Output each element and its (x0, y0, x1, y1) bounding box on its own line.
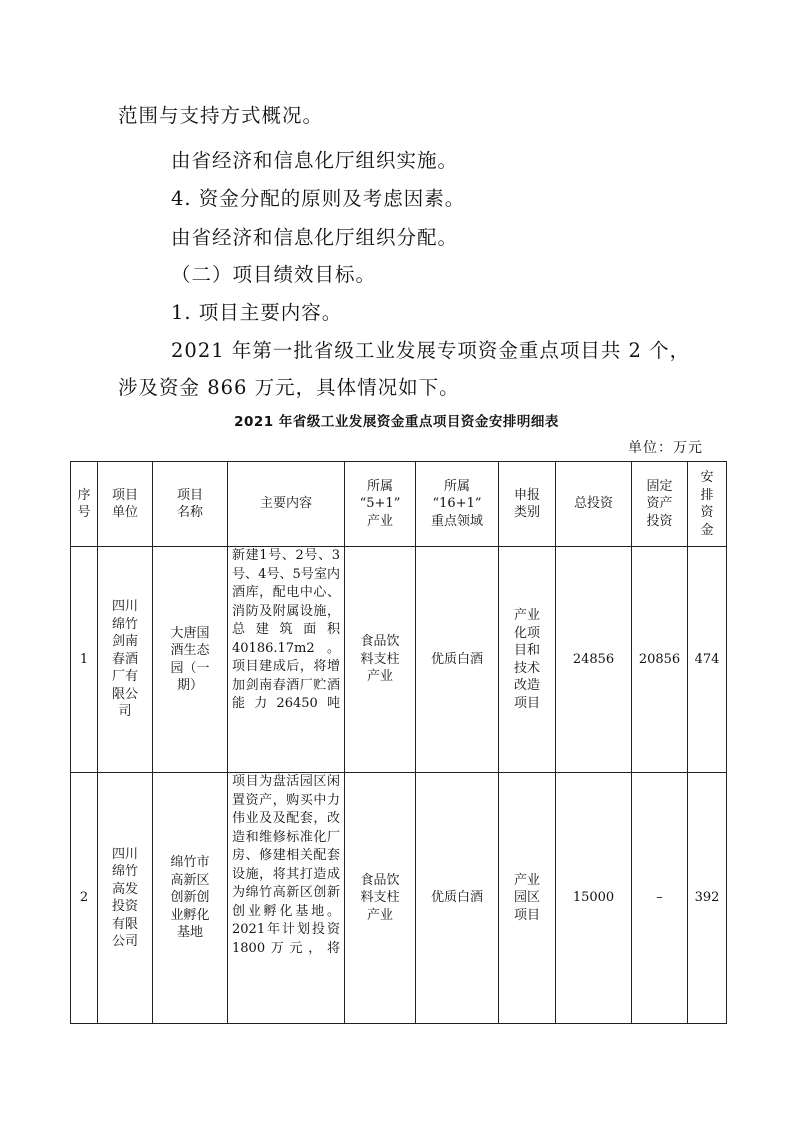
header-content: 主要内容 (228, 462, 345, 547)
header-industry: 所属 “5+1” 产业 (345, 462, 416, 547)
cell-arranged: 474 (688, 547, 727, 773)
cell-category: 产业 园区 项目 (499, 773, 556, 1024)
cell-industry: 食品饮 料支柱 产业 (345, 547, 416, 773)
header-category: 申报 类别 (499, 462, 556, 547)
paragraph: 涉及资金 866 万元，具体情况如下。 (118, 376, 460, 399)
cell-field: 优质白酒 (416, 547, 499, 773)
header-total: 总投资 (556, 462, 632, 547)
cell-unit: 四川 绵竹 剑南 春酒 厂有 限公 司 (98, 547, 153, 773)
table-title: 2021 年省级工业发展资金重点项目资金安排明细表 (234, 414, 559, 430)
header-fixed: 固定 资产 投资 (632, 462, 688, 547)
paragraph: 由省经济和信息化厅组织实施。 (171, 149, 459, 172)
paragraph: 范围与支持方式概况。 (118, 104, 324, 127)
cell-category: 产业 化项 目和 技术 改造 项目 (499, 547, 556, 773)
cell-seq: 2 (71, 773, 98, 1024)
paragraph: 1. 项目主要内容。 (171, 301, 343, 324)
cell-seq: 1 (71, 547, 98, 773)
paragraph: 由省经济和信息化厅组织分配。 (171, 226, 459, 249)
table-row (71, 773, 727, 1024)
paragraph: 2021 年第一批省级工业发展专项资金重点项目共 2 个， (171, 339, 691, 362)
unit-label: 单位：万元 (628, 440, 703, 456)
header-unit: 项目 单位 (98, 462, 153, 547)
header-field: 所属 “16+1” 重点领域 (416, 462, 499, 547)
cell-industry: 食品饮 料支柱 产业 (345, 773, 416, 1024)
cell-fixed: – (632, 773, 688, 1024)
funding-table (70, 461, 727, 1024)
cell-name: 大唐国 酒生态 园（一 期） (153, 547, 228, 773)
cell-content: 项目为盘活园区闲置资产，购买中力伟业及及配套，改造和维修标准化厂房、修建相关配套设施，将其打造成为绵竹高新区创新创业孵化基地。2021年计划投资1800万元，将 (228, 773, 345, 1024)
cell-total: 15000 (556, 773, 632, 1024)
paragraph: 4. 资金分配的原则及考虑因素。 (171, 187, 466, 210)
cell-unit: 四川 绵竹 高发 投资 有限 公司 (98, 773, 153, 1024)
header-name: 项目 名称 (153, 462, 228, 547)
cell-field: 优质白酒 (416, 773, 499, 1024)
cell-arranged: 392 (688, 773, 727, 1024)
table-row (71, 547, 727, 773)
paragraph: （二）项目绩效目标。 (171, 263, 377, 286)
header-arranged: 安 排 资 金 (688, 462, 727, 547)
table-header-row (71, 462, 727, 547)
cell-total: 24856 (556, 547, 632, 773)
cell-fixed: 20856 (632, 547, 688, 773)
cell-content: 新建1号、2号、3号、4号、5号室内酒库，配电中心、消防及附属设施，总建筑面积40186.17m2。项目建成后，将增加剑南春酒厂贮酒能力26450吨 (228, 547, 345, 773)
header-seq: 序 号 (71, 462, 98, 547)
cell-name: 绵竹市 高新区 创新创 业孵化 基地 (153, 773, 228, 1024)
